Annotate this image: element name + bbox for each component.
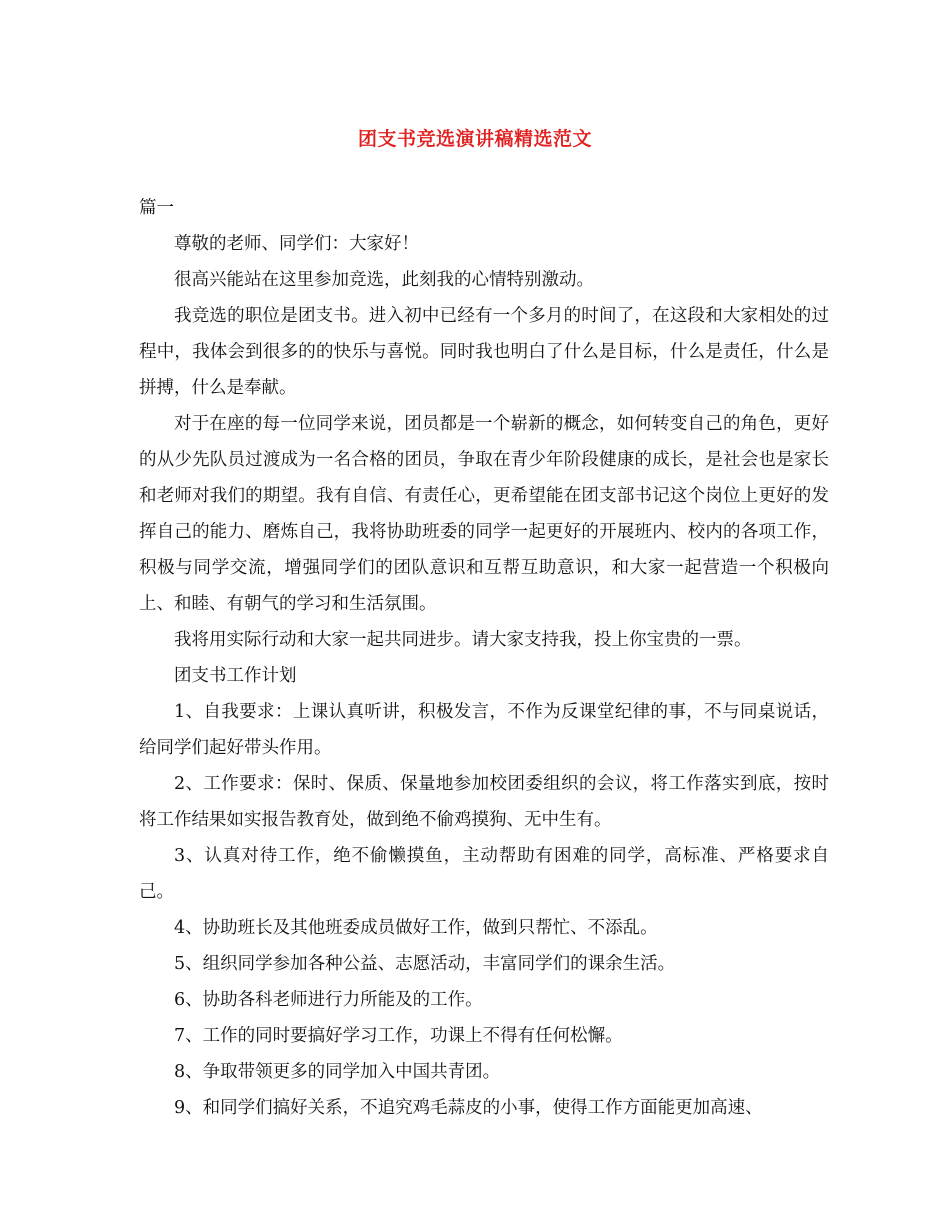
document-body [139,190,829,1126]
paragraph-position: 我竞选的职位是团支书。进入初中已经有一个多月的时间了，在这段和大家相处的过程中，我体会到很多的的快乐与喜悦。同时我也明白了什么是目标，什么是责任，什么是拼搏，什么是奉献。 [139,306,829,398]
paragraph-greeting: 尊敬的老师、同学们：大家好！ [174,234,419,254]
plan-item: 4、协助班长及其他班委成员做好工作，做到只帮忙、不添乱。 [174,918,658,938]
section-label: 篇一 [139,198,174,218]
plan-item: 3、认真对待工作，绝不偷懒摸鱼，主动帮助有困难的同学，高标准、严格要求自己。 [139,846,829,902]
document-title: 团支书竞选演讲稿精选范文 [357,128,592,150]
plan-item: 7、工作的同时要搞好学习工作，功课上不得有任何松懈。 [174,1026,623,1046]
plan-item: 1、自我要求：上课认真听讲，积极发言，不作为反课堂纪律的事，不与同桌说话，给同学们起好带头作用。 [139,702,829,758]
work-plan-heading: 团支书工作计划 [174,666,297,686]
plan-item: 8、争取带领更多的同学加入中国共青团。 [174,1062,501,1082]
plan-item: 6、协助各科老师进行力所能及的工作。 [174,990,483,1010]
paragraph-expectation: 对于在座的每一位同学来说，团员都是一个崭新的概念，如何转变自己的角色，更好的从少先队员过渡成为一名合格的团员，争取在青少年阶段健康的成长，是社会也是家长和老师对我们的期望。我有自信、有责任心，更希望能在团支部书记这个岗位上更好的发挥自己的能力、磨炼自己，我将协助班委的同学一起更好的开展班内、校内的各项工作，积极与同学交流，增强同学们的团队意识和互帮互助意识，和大家一起营造一个积极向上、和睦、有朝气的学习和生活氛围。 [139,414,829,614]
paragraph-intro: 很高兴能站在这里参加竞选，此刻我的心情特别激动。 [174,270,594,290]
plan-item: 5、组织同学参加各种公益、志愿活动，丰富同学们的课余生活。 [174,954,676,974]
plan-item: 9、和同学们搞好关系，不追究鸡毛蒜皮的小事，使得工作方面能更加高速、 [174,1098,763,1118]
plan-item: 2、工作要求：保时、保质、保量地参加校团委组织的会议，将工作落实到底，按时将工作结果如实报告教育处，做到绝不偷鸡摸狗、无中生有。 [139,774,829,830]
paragraph-vote-request: 我将用实际行动和大家一起共同进步。请大家支持我，投上你宝贵的一票。 [174,630,752,650]
